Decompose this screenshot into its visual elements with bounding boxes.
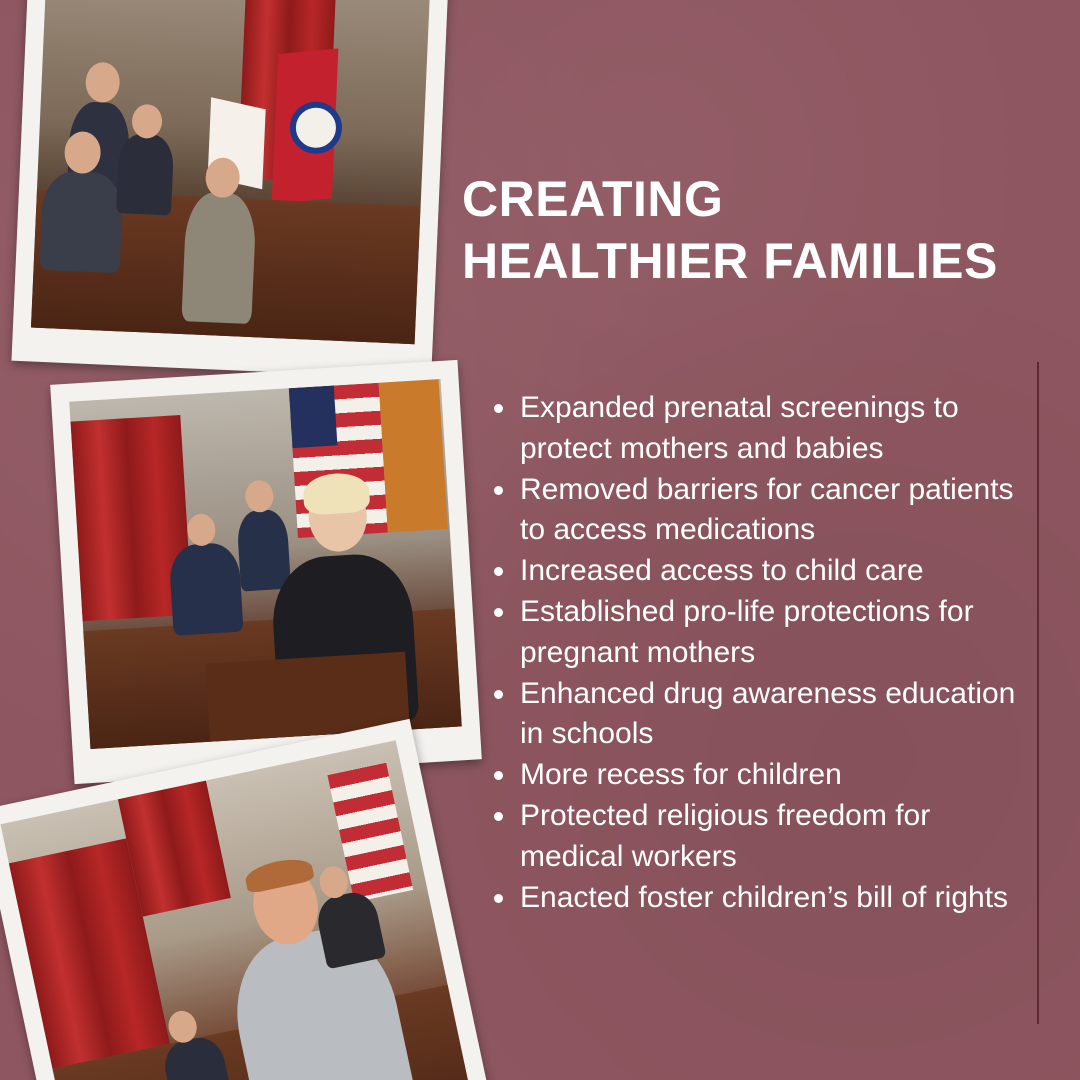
list-item: Enacted foster children’s bill of rights (490, 878, 1030, 919)
list-item: Protected religious freedom for medical workers (490, 796, 1030, 878)
list-item: Expanded prenatal screenings to protect mothers and babies (490, 388, 1030, 470)
accomplishments-list (490, 388, 1030, 918)
title-line-1: CREATING (462, 171, 724, 227)
page-title (462, 168, 1062, 292)
photo-image (31, 0, 430, 344)
title-line-2: HEALTHIER FAMILIES (462, 233, 998, 289)
legislator-at-podium-photo (50, 360, 482, 784)
list-item: Established pro-life protections for pregnant mothers (490, 592, 1030, 674)
vertical-divider (1037, 362, 1039, 1024)
photo-image (69, 379, 462, 749)
list-item: Enhanced drug awareness education in schools (490, 674, 1030, 756)
legislator-speaking-photo (11, 0, 448, 379)
list-item: Removed barriers for cancer patients to access medications (490, 470, 1030, 552)
list-item: Increased access to child care (490, 551, 1030, 592)
list-item: More recess for children (490, 755, 1030, 796)
photo-image (0, 740, 472, 1080)
